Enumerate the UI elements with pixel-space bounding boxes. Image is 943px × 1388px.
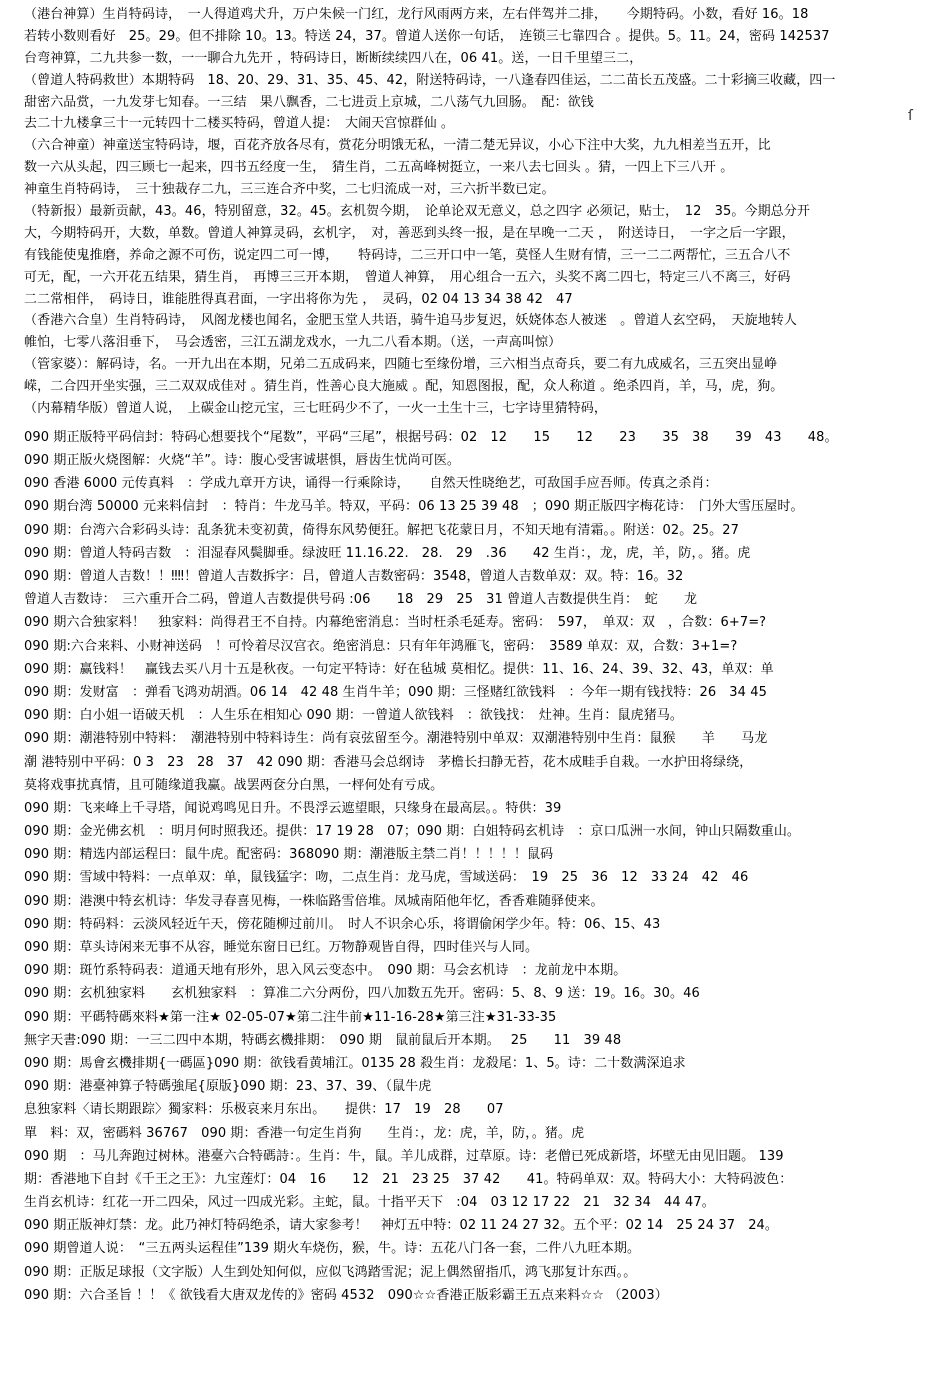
text-line: 090 期：白小姐一语破天机 ：人生乐在相知心 090 期：一曾道人欲钱料 ：欲钱找： 灶神。生肖：鼠虎猪马。 (24, 708, 684, 724)
text-line: 090 期：台湾六合彩码头诗：乱条犹未变初黄，倚得东风势便狂。解把飞花蒙日月，不知天地有清霜。。附送：02。25。27 (24, 522, 739, 538)
text-line: 090 期曾道人说： “三五两头运程佳”139 期火车烧伤，猴，牛。诗：五花八门各一套，二件八九旺本期。 (24, 1241, 641, 1257)
text-line: 嵘，二合四开坐实强，三二双双成佳对 。猜生肖，性善心良大施威 。配，知恩图报，配，众人称道 。绝杀四肖，羊，马，虎，狗。 (24, 379, 784, 395)
text-line: （港台神算）生肖特码诗， 一人得道鸡犬升，万户朱候一门红，龙行风雨两方来，左右伴驾并二排， 今期特码。小数，看好 16。18 (24, 7, 809, 22)
text-line: 無字天書:090 期：一三二四中本期，特碼玄機排期： 090 期 鼠前鼠后开本期。 25 11 39 48 (24, 1032, 622, 1048)
text-line: 曾道人吉数诗： 三六重开合二码，曾道人吉数提供号码 :06 18 29 25 31 曾道人吉数提供生肖： 蛇 龙 (24, 592, 698, 608)
text-line: 090 期 ：马儿奔跑过树林。港臺六合特碼詩：。生肖：牛，鼠。羊儿成群，过草原。诗：老僧已死成新塔，坏壁无由见旧题。 139 (24, 1148, 784, 1164)
text-line: 090 期：平碼特碼來料★第一注★ 02-05-07★第二注牛前★11-16-28★第三注★31-33-35 (24, 1009, 557, 1025)
text-line: 090 期：雪域中特料：一点单双：单，鼠钱猛字：吻，二点生肖：龙马虎，雪域送码： 19 25 36 12 33 24 42 46 (24, 870, 749, 886)
text-line: 生肖玄机诗：红花一开二四朵，风过一四成光彩。主蛇，鼠。十指平天下 :04 03 12 17 22 21 32 34 44 47。 (24, 1195, 715, 1211)
text-line: 090 期：玄机独家料 玄机独家料 ：算准二六分两份，四八加数五先开。密码：5、8、9 送：19。16。30。46 (24, 986, 700, 1002)
text-line: 090 期正版特平码信封：特码心想要找个“尾数”，平码“三尾”，根据号码：02 12 15 12 23 35 38 39 43 48。 (24, 429, 838, 445)
text-line: （管家婆）：解码诗，名。一开九出在本期，兄弟二五成码来，四随七至缘份增，三六相当点奇兵，要二有九成威名，三五突出显峥 (24, 357, 778, 373)
text-line: 090 期：特码料：云淡风轻近午天，傍花随柳过前川。 时人不识余心乐，将谓偷闲学少年。特：06、15、43 (24, 916, 661, 932)
section-period-090 (24, 426, 933, 1307)
text-line: 090 期：斑竹系特码表：道通天地有形外，思入风云变态中。 090 期：马会玄机诗 ：龙前龙中本期。 (24, 963, 627, 979)
text-line: 可无，配，一六开花五结果，猜生肖， 再博三三开本期， 曾道人神算， 用心组合一五六，头奖不离二四七，特定三八不离三，好码 (24, 269, 791, 285)
text-line: 息独家料〈请长期跟踪〉獨家料：乐极哀来月东出。 提供：17 19 28 07 (24, 1102, 504, 1118)
text-line: 090 期：精选内部运程曰：鼠牛虎。配密码：368090 期：潮港版主禁二肖！！！！！鼠码 (24, 847, 554, 863)
text-line: （内幕精华版）曾道人说， 上碳金山挖元宝，三七旺码少不了，一火一土生十三，七字诗里猜特码， (24, 401, 608, 417)
text-line: 090 期:六合来料、小财神送码 ！可怜着尽汉宫衣。绝密消息：只有年年鸿雁飞，密码： 3589 单双：双，合数：3+1=? (24, 638, 738, 654)
text-line: 090 期：六合圣旨 ！！《 欲钱看大唐双龙传的》密码 4532 090☆☆香港正版彩霸王五点来料☆☆ （2003） (24, 1287, 668, 1303)
text-line: 神童生肖特码诗， 三十独裁存二九，三三连合齐中奖，二七归流成一对，三六折半数已定。 (24, 182, 555, 198)
text-line: 去二十九楼拿三十一元转四十二楼买特码，曾道人提： 大闹天宫惊群仙 。 (24, 116, 455, 132)
text-line: 090 期正版火烧图解：火烧“羊”。诗：腹心受害诚堪惧，唇齿生忧尚可医。 (24, 453, 461, 469)
text-line: 090 期：曾道人特码吉数 ：泪湿春风鬓脚垂。绿波旺 11.16.22. 28. 29 .36 42 生肖：，龙，虎，羊，防，。猪。虎 (24, 545, 751, 561)
text-line: 甜密六品赏，一九发芽七知春。一三结 果八飘香，二七进贡上京城，二八荡气九回肠。 配：欲钱 (24, 94, 594, 110)
text-line: 090 期：金光佛玄机 ：明月何时照我还。提供：17 19 28 07；090 期：白姐特码玄机诗 ：京口瓜洲一水间，钟山只隔数重山。 (24, 824, 801, 840)
text-line: 数一六从头起，四三顾七一起来，四书五经度一生， 猜生肖，二五高峰树挺立，一来八去七回头 。猜，一四上下三八开 。 (24, 160, 734, 176)
text-line: 潮 港特别中平码：0 3 23 28 37 42 090 期：香港马会总纲诗 茅檐长扫静无苔，花木成畦手自栽。一水护田将绿绕， (24, 754, 753, 770)
text-line: （曾道人特码救世）本期特码 18、20、29、31、35、45、42，附送特码诗，一八逢春四佳运，二二苗长五茂盛。二十彩摘三收藏，四一 (24, 72, 836, 88)
text-line: 090 期：港澳中特玄机诗：华发寻春喜见梅，一株临路雪倍堆。凤城南陌他年忆，香香难随驿使来。 (24, 893, 604, 909)
text-line: 090 期：馬會玄機排期{一碼區}090 期：欲钱看黄埔江。0135 28 殺生肖：龙殺尾：1、5。诗：二十数满深追求 (24, 1055, 686, 1071)
text-line: 090 期：正版足球报（文字版）人生到处知何似，应似飞鸿踏雪泥；泥上偶然留指爪，鸿飞那复计东西。。 (24, 1264, 637, 1280)
text-line: （六合神童）神童送宝特码诗，堰，百花齐放各尽有，赏花分明饿无私，一清二楚无异议，小心下注中大奖，九九相差当五开，比 (24, 138, 771, 154)
text-line: 090 期正版神灯禁：龙。此乃神灯特码绝杀，请大家参考！ 神灯五中特：02 11 24 27 32。五个平：02 14 25 24 37 24。 (24, 1218, 779, 1234)
text-line: 090 期：港臺神算子特碼強尾{原版}090 期：23、37、39、（鼠牛虎 (24, 1079, 432, 1095)
text-line: 台弯神算，二九共参一数，一一聊合九先开 ，特码诗日，断断续续四八在，06 41。送，一日千里望三二， (24, 50, 643, 66)
text-line: 090 期六合独家料！ 独家料：尚得君王不自持。内幕绝密消息：当时枉杀毛延寿。密码： 597， 单双：双 ，合数：6+7=? (24, 615, 767, 631)
text-line: 090 期：曾道人吉数！！‼‼！曾道人吉数拆字：吕，曾道人吉数密码：3548，曾道人吉数单双：双。特：16。32 (24, 569, 684, 585)
text-line: 單 料：双，密碼料 36767 090 期：香港一句定生肖狗 生肖：，龙：虎，羊，防，。猪。虎 (24, 1125, 585, 1141)
text-line: 有钱能使鬼推磨，养命之源不可伤，说定四二可一博， 特码诗，二三开口中一笔，莫怪人生财有情，三一二二两帮忙，三五合八不 (24, 247, 791, 263)
text-line: 090 期：草头诗闲来无事不从容，睡觉东窗日已红。万物静观皆自得，四时佳兴与人同。 (24, 940, 539, 956)
text-line: 帷怕，七零八落泪垂下， 马会透密，三江五湖龙戏水，一九二八看本期。（送，一声高叫惊） (24, 335, 562, 351)
text-line: 090 期：赢钱料！ 赢钱去买八月十五是秋夜。一句定平特诗：好在毡城 莫相忆。提供：11、16、24、39、32、43，单双：单 (24, 661, 774, 677)
text-line: 二二常相伴， 码诗日，谁能胜得真君面，一字出将你为先 ， 灵码，02 04 13 34 38 42 47 (24, 291, 573, 307)
text-line: 大，今期特码开，大数，单数。曾道人神算灵码，玄机字， 对，善恶到头终一报，是在早晚一二天 ， 附送诗日， 一字之后一字跟， (24, 225, 795, 241)
text-line: 090 期：发财富 ：弹看飞鸿劝胡酒。06 14 42 48 生肖牛羊；090 期：三怪赌红欲钱料 ：今年一期有钱找特：26 34 45 (24, 684, 768, 700)
text-line: 090 期：潮港特别中特料： 潮港特别中特料诗生：尚有哀弦留至今。潮港特别中单双：双潮港特别中生肖：鼠猴 羊 马龙 (24, 731, 768, 747)
text-line: 若转小数则看好 25。29。但不排除 10。13。特送 24，37。曾道人送你一句话， 连锁三七靠四合 。提供。5。11。24，密码 142537 (24, 28, 830, 44)
text-line: （特新报）最新贡献，43。46，特别留意，32。45。玄机贺今期， 论单论双无意义，总之四字 必须记，贴士， 12 35。今期总分开 (24, 204, 810, 220)
text-line: （香港六合皇）生肖特码诗， 风阁龙楼也闻名，金肥玉堂人共语，骑牛追马步复迟，妖娆体态人被迷 。曾道人玄空码， 天旋地转人 (24, 313, 798, 329)
text-line: 期：香港地下自封《千王之王》：九宝莲灯：04 16 12 21 23 25 37 42 41。特码单双：双。特码大小：大特码波色： (24, 1171, 793, 1187)
text-line: 090 香港 6000 元传真料 ：学成九章开方诀，诵得一行乘除诗， 自然天性晓绝艺，可敌国手应吾师。传真之杀肖： (24, 476, 718, 492)
margin-mark: ſ (907, 108, 913, 124)
text-line: 090 期台湾 50000 元来料信封 ：特肖：牛龙马羊。特双，平码：06 13 25 39 48 ；090 期正版四字梅花诗： 门外大雪压屋时。 (24, 499, 804, 515)
text-line: 莫将戏事扰真情，且可随缘道我赢。战罢两奁分白黑，一枰何处有亏成。 (24, 777, 444, 793)
section-predictions-header (24, 4, 933, 420)
text-line: 090 期：飞来峰上千寻塔，闻说鸡鸣见日升。不畏浮云遮望眼，只缘身在最高层。。特供：39 (24, 800, 562, 816)
